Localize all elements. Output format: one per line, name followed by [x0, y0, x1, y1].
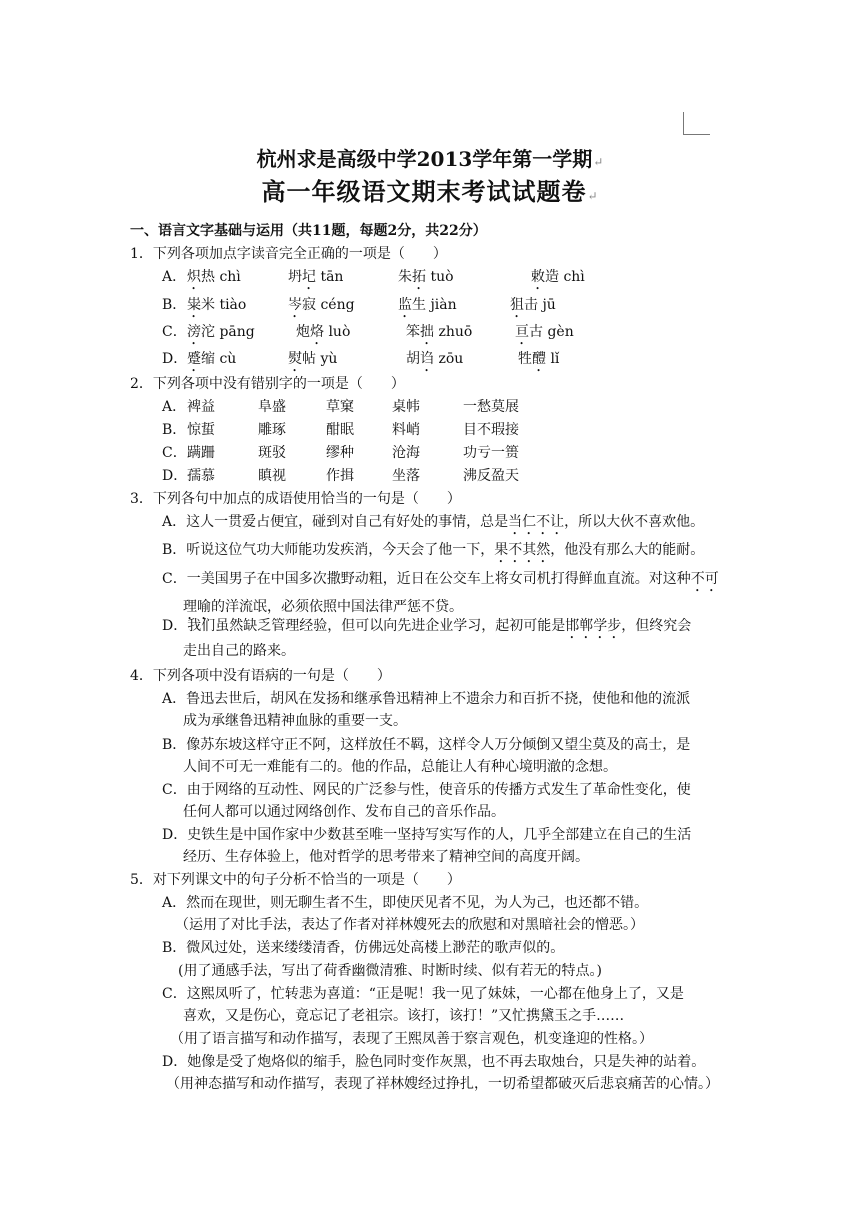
word: 沧海 — [392, 445, 420, 461]
q5-option-c: C．这熙凤听了，忙转悲为喜道：“正是呢！我一见了妹妹，一心都在他身上了，又是 — [162, 986, 684, 1002]
q4-option-c-cont: 任何人都可以通过网络创作、发布自己的音乐作品。 — [183, 804, 505, 820]
option-label: D． — [162, 351, 188, 367]
paragraph-mark-icon: ↵ — [593, 155, 604, 169]
exam-paper-title: 高一年级语文期末考试试题卷↵ — [261, 177, 599, 206]
option-label: B． — [162, 422, 187, 438]
q1-d-item-4: 牲醴 lǐ — [518, 351, 560, 367]
exam-school-title: 杭州求是高级中学2013学年第一学期↵ — [256, 147, 604, 171]
q5-option-c-note: （用了语言描写和动作描写，表现了王熙凤善于察言观色，机变逢迎的性格。） — [170, 1031, 653, 1047]
q1-d-item-1: 蹙缩 cù — [187, 351, 237, 367]
q1-option-c — [162, 322, 592, 342]
q5-option-c-cont: 喜欢，又是伤心，竟忘记了老祖宗。该打，该打！”又忙携黛玉之手…… — [183, 1008, 625, 1024]
q1-b-item-2: 岑寂 céng — [288, 297, 355, 313]
option-label: A． — [162, 399, 187, 415]
q5-option-a-note: （运用了对比手法，表达了作者对祥林嫂死去的欣慰和对黑暗社会的憎恶。） — [175, 917, 644, 933]
question-2-stem: 2．下列各项中没有错别字的一项是（ ） — [130, 376, 405, 392]
q3-option-d-cont: 走出自己的路来。 — [183, 643, 295, 659]
word: 惊蜇 — [187, 422, 215, 438]
q5-option-d-note: （用神态描写和动作描写，表现了祥林嫂经过挣扎，一切希望都破灭后悲哀痛苦的心情。） — [166, 1076, 719, 1092]
q5-option-b: B．微风过处，送来缕缕清香，仿佛远处高楼上渺茫的歌声似的。 — [162, 940, 565, 956]
word: 一愁莫展 — [463, 399, 519, 415]
q1-b-item-1: 粜米 tiào — [187, 297, 247, 313]
q1-a-item-2: 坍圮 tān — [288, 269, 344, 285]
q1-a-item-4: 敕造 chì — [531, 269, 585, 285]
question-5-stem: 5．对下列课文中的句子分析不恰当的一项是（ ） — [130, 872, 461, 888]
q1-c-item-4: 亘古 gèn — [515, 324, 574, 340]
q1-c-item-3: 笨拙 zhuō — [406, 324, 473, 340]
option-label: C． — [162, 324, 187, 340]
word: 作揖 — [326, 468, 354, 484]
section-heading: 一、语言文字基础与运用（共11题，每题2分，共22分） — [130, 223, 487, 239]
q5-option-b-note: (用了通感手法，写出了荷香幽微清雅、时断时续、似有若无的特点。) — [178, 963, 602, 979]
q1-d-item-2: 熨帖 yù — [288, 351, 338, 367]
q1-c-item-1: 滂沱 pāng — [187, 324, 255, 340]
emphasized-idiom: 当仁不让 — [508, 514, 565, 530]
q1-b-item-4: 狙击 jū — [510, 297, 556, 313]
q2-option-d — [162, 466, 562, 486]
q3-option-a: A．这人一贯爱占便宜，碰到对自己有好处的事情，总是当仁不让，所以大伙不喜欢他。 — [162, 514, 705, 530]
word: 蹒跚 — [187, 445, 215, 461]
emphasized-idiom: 果不其然 — [494, 542, 551, 558]
word: 沸反盈天 — [463, 468, 519, 484]
q2-option-c — [162, 443, 562, 463]
word: 功亏一篑 — [463, 445, 519, 461]
word: 斑驳 — [258, 445, 286, 461]
q4-option-d: D．史铁生是中国作家中少数甚至唯一坚持写实写作的人，几乎全部建立在自己的生活 — [162, 827, 692, 843]
option-label: C． — [162, 445, 187, 461]
q2-option-b — [162, 420, 562, 440]
q5-option-a: A．然而在现世，则无聊生者不生，即使厌见者不见，为人为己，也还都不错。 — [162, 895, 649, 911]
word: 阜盛 — [258, 399, 286, 415]
option-label: A． — [162, 269, 187, 285]
word: 坐落 — [392, 468, 420, 484]
word: 草窠 — [326, 399, 354, 415]
q1-a-item-3: 朱拓 tuò — [398, 269, 454, 285]
q4-option-d-cont: 经历、生存体验上，他对哲学的思考带来了精神空间的高度开阔。 — [183, 849, 589, 865]
q1-d-item-3: 胡诌 zōu — [406, 351, 464, 367]
question-1-stem: 1．下列各项加点字读音完全正确的一项是（ ） — [130, 246, 447, 262]
q4-option-c: C．由于网络的互动性、网民的广泛参与性，使音乐的传播方式发生了革命性变化，使 — [162, 782, 691, 798]
word: 雕琢 — [258, 422, 286, 438]
q4-option-a-cont: 成为承继鲁迅精神血脉的重要一支。 — [183, 713, 407, 729]
q3-option-c: C．一美国男子在中国多次撒野动粗，近日在公交车上将女司机打得鲜血直流。对这种不可理喻的洋流氓，必须依照中国法律严惩不贷。 — [162, 571, 719, 615]
q4-option-b: B．像苏东坡这样守正不阿，这样放任不羁，这样令人万分倾倒又望尘莫及的高士，是 — [162, 737, 691, 753]
q1-option-b — [162, 295, 592, 315]
word: 料峭 — [392, 422, 420, 438]
paragraph-mark-icon: ↵ — [587, 189, 599, 203]
question-4-stem: 4．下列各项中没有语病的一句是（ ） — [130, 668, 391, 684]
page-corner-mark — [683, 112, 710, 135]
q3-option-b: B．听说这位气功大师能功发疾消，今天会了他一下，果不其然，他没有那么大的能耐。 — [162, 542, 705, 558]
q4-option-b-cont: 人间不可无一难能有二的。他的作品，总能让人有种心境明澈的念想。 — [183, 759, 617, 775]
word: 裨益 — [187, 399, 215, 415]
q1-option-a — [162, 267, 592, 287]
q5-option-d: D．她像是受了炮烙似的缩手，脸色同时变作灰黑，也不再去取烛台，只是失神的站着。 — [162, 1054, 706, 1070]
emphasized-idiom: 不可理喻 — [183, 571, 719, 615]
emphasized-idiom: 邯郸学步 — [565, 618, 622, 634]
q3-option-d: D．我们虽然缺乏管理经验，但可以向先进企业学习，起初可能是邯郸学步，但终究会 — [162, 618, 692, 634]
word: 桌帏 — [392, 399, 420, 415]
word: 孺慕 — [187, 468, 215, 484]
option-label: B． — [162, 297, 187, 313]
q1-b-item-3: 监生 jiàn — [398, 297, 457, 313]
question-3-stem: 3．下列各句中加点的成语使用恰当的一句是（ ） — [130, 491, 461, 507]
q1-a-item-1: 炽热 chì — [187, 269, 241, 285]
word: 酣眠 — [326, 422, 354, 438]
word: 瞋视 — [258, 468, 286, 484]
word: 目不瑕接 — [463, 422, 519, 438]
q1-c-item-2: 炮烙 luò — [296, 324, 351, 340]
q4-option-a: A．鲁迅去世后，胡风在发扬和继承鲁迅精神上不遗余力和百折不挠，使他和他的流派 — [162, 691, 691, 707]
word: 缪种 — [326, 445, 354, 461]
option-label: D． — [162, 468, 188, 484]
q1-option-d — [162, 349, 592, 369]
q2-option-a — [162, 397, 562, 417]
